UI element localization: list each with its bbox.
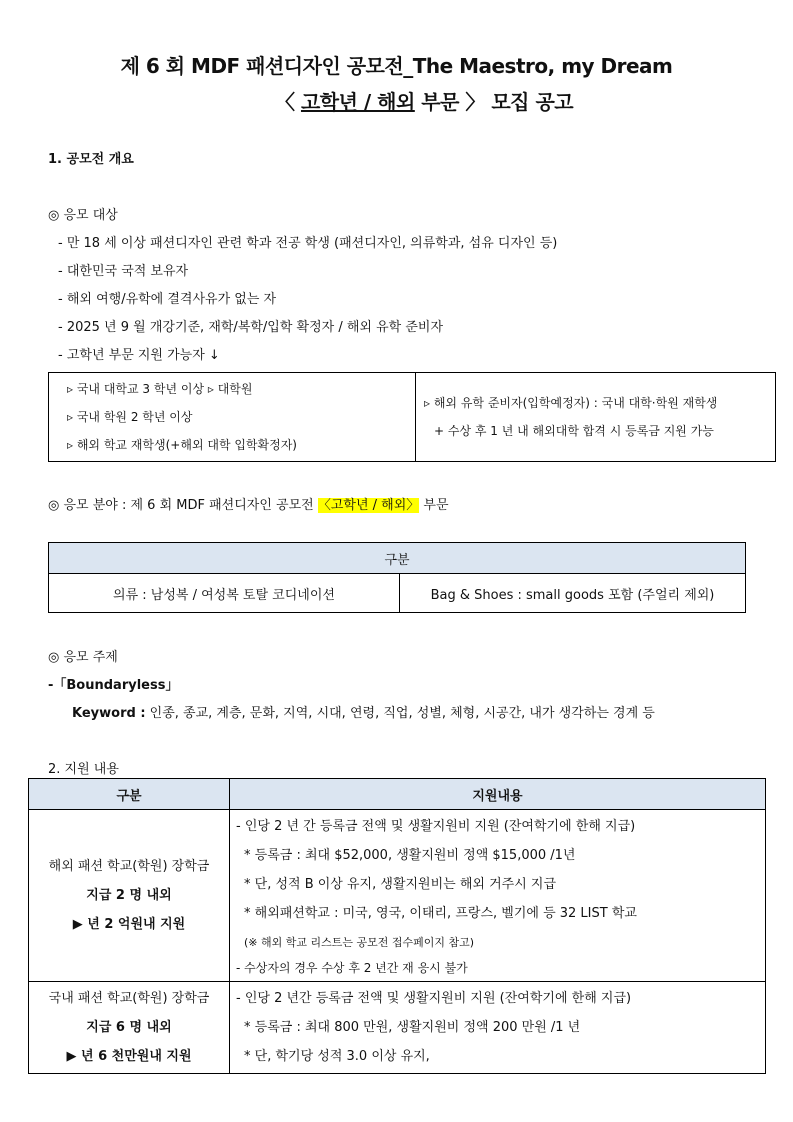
support-line: * 등록금 : 최대 800 만원, 생활지원비 정액 200 만원 /1 년 <box>244 1020 581 1035</box>
support-header-category: 구분 <box>29 779 230 810</box>
support-header-content: 지원내용 <box>230 779 766 810</box>
section1-heading: 1. 공모전 개요 <box>48 152 134 167</box>
field-table-col2: Bag & Shoes : small goods 포함 (주얼리 제외) <box>400 574 746 613</box>
theme-heading: ◎ 응모 주제 <box>48 650 118 665</box>
table-row <box>29 982 766 1074</box>
eligibility-box-left <box>49 373 416 462</box>
eligibility-box-left-line: ▹ 국내 학원 2 학년 이상 <box>67 410 193 424</box>
field-table-col1: 의류 : 남성복 / 여성복 토탈 코디네이션 <box>49 574 400 613</box>
theme-subject: -「Boundaryless」 <box>48 678 179 693</box>
support-line: * 등록금 : 최대 $52,000, 생활지원비 정액 $15,000 /1년 <box>244 848 576 863</box>
field-heading <box>48 494 449 513</box>
support-row-label <box>29 810 230 982</box>
eligibility-item: - 대한민국 국적 보유자 <box>58 264 189 279</box>
support-row-title: 국내 패션 학교(학원) 장학금 <box>48 991 210 1006</box>
support-row-content <box>230 982 766 1074</box>
field-suffix: 부문 <box>419 498 449 513</box>
eligibility-box-right-line: ▹ 해외 유학 준비자(입학예정자) : 국내 대학·학원 재학생 <box>424 396 718 410</box>
support-row-count: 지급 6 명 내외 <box>86 1020 172 1035</box>
subtitle-rest: 부문 〉 모집 공고 <box>414 90 574 114</box>
field-table <box>48 542 746 613</box>
support-row-budget: ▶ 년 6 천만원내 지원 <box>66 1049 192 1064</box>
eligibility-box-right-line: + 수상 후 1 년 내 해외대학 합격 시 등록금 지원 가능 <box>434 424 714 438</box>
eligibility-box-left-line: ▹ 국내 대학교 3 학년 이상 ▹ 대학원 <box>67 382 253 396</box>
eligibility-item: - 고학년 부문 지원 가능자 ↓ <box>58 348 220 363</box>
keyword-label: Keyword : <box>72 706 146 721</box>
support-line: (※ 해외 학교 리스트는 공모전 접수페이지 참고) <box>244 936 475 949</box>
support-row-label <box>29 982 230 1074</box>
field-highlight: 〈고학년 / 해외〉 <box>317 498 420 513</box>
table-row <box>29 810 766 982</box>
subtitle-underlined: 고학년 / 해외 <box>300 90 415 114</box>
support-line: * 단, 학기당 성적 3.0 이상 유지, <box>244 1049 430 1064</box>
eligibility-item: - 만 18 세 이상 패션디자인 관련 학과 전공 학생 (패션디자인, 의류학과, 섬유 디자인 등) <box>58 236 558 251</box>
keyword-text: 인종, 종교, 계층, 문화, 지역, 시대, 연령, 직업, 성별, 체형, 시공간, 내가 생각하는 경계 등 <box>145 706 655 721</box>
support-line: * 단, 성적 B 이상 유지, 생활지원비는 해외 거주시 지급 <box>244 877 557 892</box>
eligibility-item: - 2025 년 9 월 개강기준, 재학/복학/입학 확정자 / 해외 유학 준비자 <box>58 320 444 335</box>
support-line: - 인당 2 년 간 등록금 전액 및 생활지원비 지원 (잔여학기에 한해 지급) <box>236 819 636 834</box>
eligibility-box-left-line: ▹ 해외 학교 재학생(+해외 대학 입학확정자) <box>67 438 297 452</box>
page-title: 제 6 회 MDF 패션디자인 공모전_The Maestro, my Dream <box>120 54 673 78</box>
section2-heading: 2. 지원 내용 <box>48 762 119 777</box>
support-row-count: 지급 2 명 내외 <box>86 888 172 903</box>
support-row-title: 해외 패션 학교(학원) 장학금 <box>48 859 210 874</box>
eligibility-box-right <box>416 373 776 462</box>
support-line: - 수상자의 경우 수상 후 2 년간 재 응시 불가 <box>236 961 468 975</box>
support-table <box>28 778 766 1074</box>
support-line: * 해외패션학교 : 미국, 영국, 이태리, 프랑스, 벨기에 등 32 LIST 학교 <box>244 906 637 921</box>
subtitle-open: 〈 <box>275 90 301 114</box>
support-row-budget: ▶ 년 2 억원내 지원 <box>72 917 186 932</box>
eligibility-box <box>48 372 776 462</box>
page-subtitle <box>275 86 573 115</box>
support-row-content <box>230 810 766 982</box>
support-line: - 인당 2 년간 등록금 전액 및 생활지원비 지원 (잔여학기에 한해 지급) <box>236 991 632 1006</box>
field-table-header: 구분 <box>49 543 746 574</box>
eligibility-heading: ◎ 응모 대상 <box>48 208 118 223</box>
eligibility-item: - 해외 여행/유학에 결격사유가 없는 자 <box>58 292 277 307</box>
theme-keywords <box>72 702 655 721</box>
field-prefix: ◎ 응모 분야 : 제 6 회 MDF 패션디자인 공모전 <box>48 498 318 513</box>
